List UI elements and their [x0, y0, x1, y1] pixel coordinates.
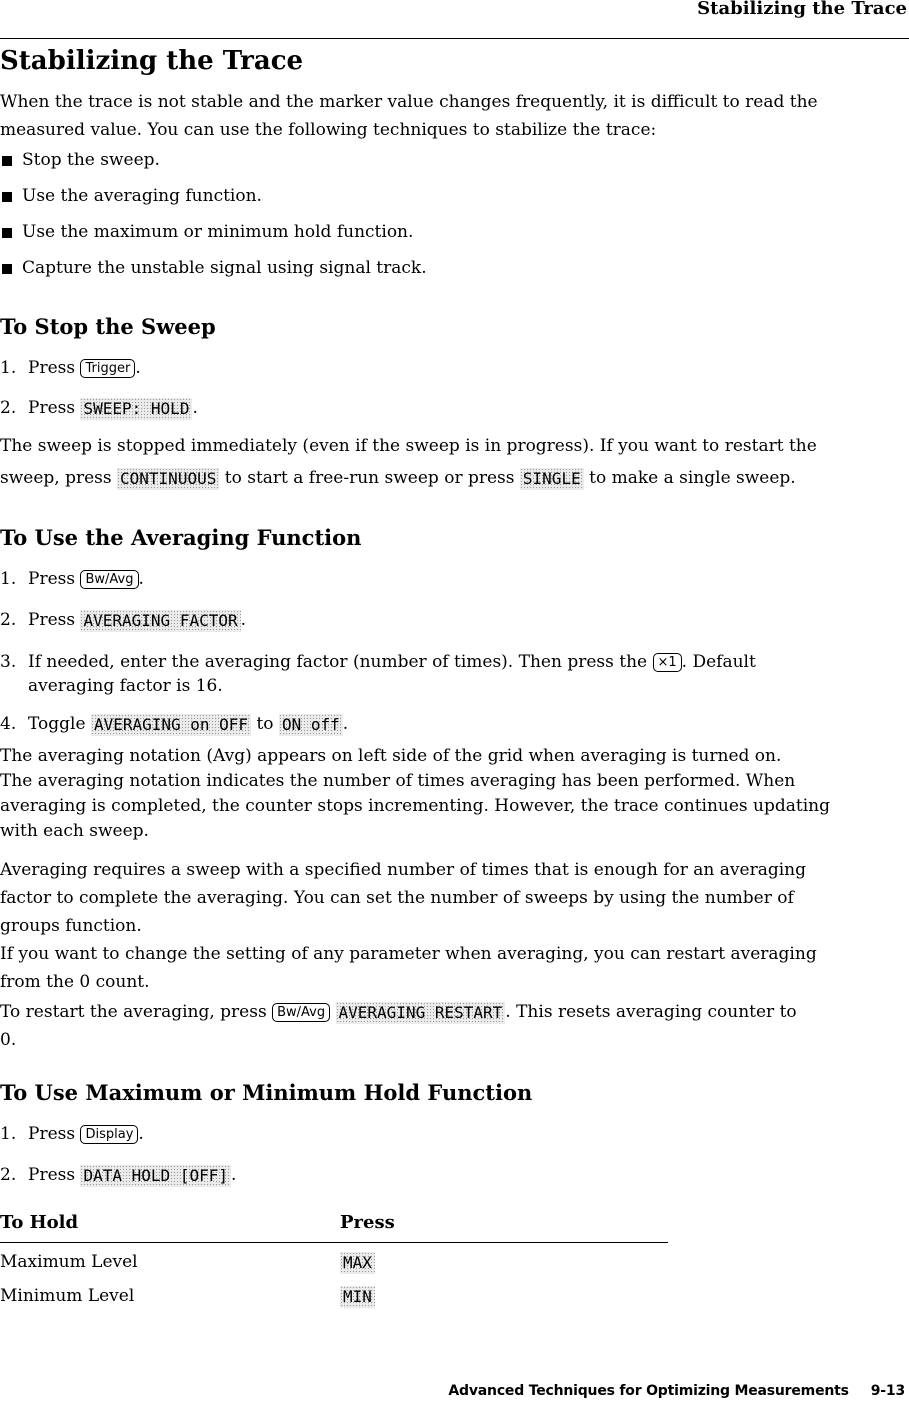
bullet-square-icon — [2, 264, 12, 274]
bullet-square-icon — [2, 228, 12, 238]
on-off-softkey[interactable]: ON off — [279, 714, 343, 736]
max-softkey[interactable]: MAX — [340, 1252, 375, 1274]
averaging-notation-paragraph: The averaging notation (Avg) appears on left side of the grid when averaging is turned on. The averaging notation indicates the number of times averaging has been performed. When averaging is completed, the counter stops incrementing. However, the trace continues updating with each sweep. — [0, 746, 831, 841]
step-3: 3. If needed, enter the averaging factor (number of times). Then press the ×1 . Default — [0, 652, 756, 672]
step-4: 4. Toggle AVERAGING on OFF to ON off . — [0, 714, 349, 734]
step-3-continued: averaging factor is 16. — [28, 676, 223, 696]
section-heading-averaging: To Use the Averaging Function — [0, 525, 362, 550]
bw-avg-key[interactable]: Bw/Avg — [272, 1003, 330, 1022]
list-item: Capture the unstable signal using signal track. — [0, 254, 427, 290]
list-item: Use the maximum or minimum hold function. — [0, 218, 427, 254]
section-heading-stop-sweep: To Stop the Sweep — [0, 314, 216, 339]
x1-key[interactable]: ×1 — [653, 653, 682, 672]
step-1: 1. Press Display . — [0, 1124, 144, 1144]
single-softkey[interactable]: SINGLE — [520, 468, 584, 490]
averaging-restart-softkey[interactable]: AVERAGING RESTART — [336, 1002, 506, 1024]
intro-line: measured value. You can use the following techniques to stabilize the trace: — [0, 120, 657, 140]
restart-instruction-paragraph: To restart the averaging, press Bw/Avg AVERAGING RESTART . This resets averaging counter to 0. — [0, 1002, 797, 1050]
step-1: 1. Press Trigger . — [0, 358, 141, 378]
table-header-to-hold: To Hold — [0, 1212, 79, 1233]
continuous-softkey[interactable]: CONTINUOUS — [117, 468, 219, 490]
sweep-hold-softkey[interactable]: SWEEP: HOLD — [80, 398, 192, 420]
averaging-sweeps-paragraph: Averaging requires a sweep with a specified number of times that is enough for an averaging factor to complete the averaging. You can set the number of sweeps by using the number of groups function. — [0, 860, 806, 936]
table-row-softkey — [340, 1252, 375, 1274]
technique-list — [0, 146, 427, 290]
bullet-square-icon — [2, 156, 12, 166]
section-heading-hold: To Use Maximum or Minimum Hold Function — [0, 1080, 533, 1105]
table-rule — [0, 1242, 668, 1243]
stop-sweep-paragraph: The sweep is stopped immediately (even if the sweep is in progress). If you want to restart the sweep, press CONTINUOUS to start a free-run sweep or press SINGLE to make a single sweep. — [0, 436, 817, 488]
display-key[interactable]: Display — [80, 1125, 138, 1144]
intro-paragraph — [0, 88, 818, 144]
page-number: 9-13 — [870, 1383, 905, 1399]
step-1: 1. Press Bw/Avg . — [0, 569, 144, 589]
bw-avg-key[interactable]: Bw/Avg — [80, 570, 138, 589]
page-footer — [448, 1383, 905, 1399]
step-2: 2. Press DATA HOLD [OFF] . — [0, 1165, 237, 1185]
table-row-softkey — [340, 1286, 375, 1308]
page-title: Stabilizing the Trace — [0, 46, 304, 76]
table-row-label: Maximum Level — [0, 1252, 138, 1272]
averaging-restart-paragraph: If you want to change the setting of any parameter when averaging, you can restart averaging from the 0 count. — [0, 944, 817, 992]
min-softkey[interactable]: MIN — [340, 1286, 375, 1308]
trigger-key[interactable]: Trigger — [80, 359, 135, 378]
footer-chapter-title: Advanced Techniques for Optimizing Measurements — [448, 1383, 849, 1399]
header-rule — [0, 38, 909, 39]
list-item: Stop the sweep. — [0, 146, 427, 182]
step-2: 2. Press AVERAGING FACTOR . — [0, 610, 247, 630]
table-row-label: Minimum Level — [0, 1286, 135, 1306]
running-header: Stabilizing the Trace — [697, 0, 907, 19]
list-item: Use the averaging function. — [0, 182, 427, 218]
bullet-square-icon — [2, 192, 12, 202]
step-2: 2. Press SWEEP: HOLD . — [0, 398, 198, 418]
data-hold-softkey[interactable]: DATA HOLD [OFF] — [80, 1165, 231, 1187]
intro-line: When the trace is not stable and the marker value changes frequently, it is difficult to read the — [0, 92, 818, 112]
table-header-press: Press — [340, 1212, 395, 1233]
averaging-toggle-softkey[interactable]: AVERAGING on OFF — [91, 714, 251, 736]
averaging-factor-softkey[interactable]: AVERAGING FACTOR — [80, 610, 240, 632]
